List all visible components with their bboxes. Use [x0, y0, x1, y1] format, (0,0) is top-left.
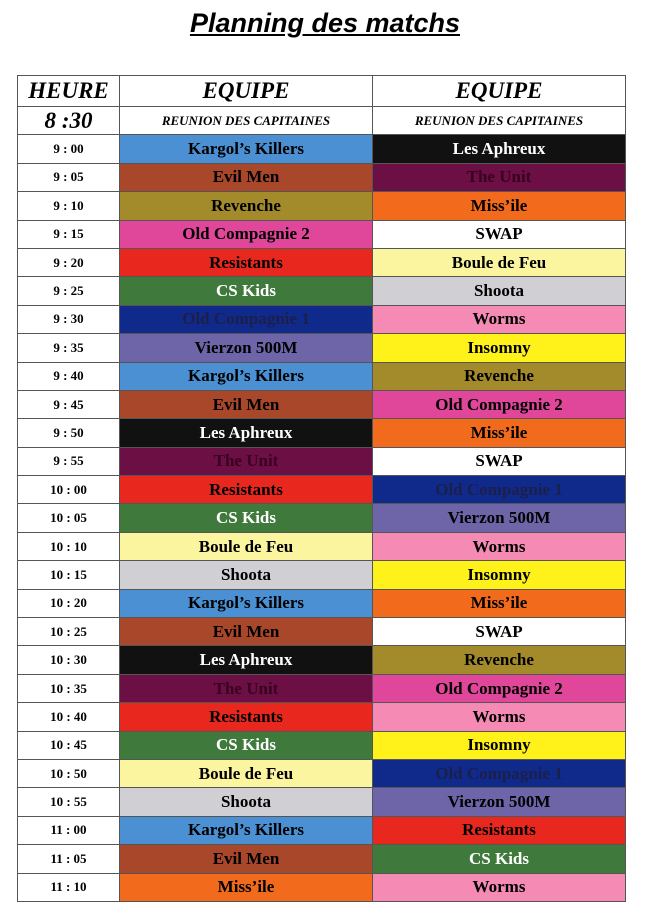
match-time: 10 : 20: [18, 589, 120, 617]
table-row: [18, 618, 626, 646]
match-team1: Shoota: [120, 788, 373, 816]
match-team2: Worms: [373, 305, 626, 333]
match-time: 9 : 10: [18, 192, 120, 220]
table-row: [18, 476, 626, 504]
match-time: 10 : 00: [18, 476, 120, 504]
match-time: 9 : 45: [18, 390, 120, 418]
match-team1: Old Compagnie 1: [120, 305, 373, 333]
match-team1: Resistants: [120, 476, 373, 504]
match-team2: Vierzon 500M: [373, 504, 626, 532]
table-row: [18, 703, 626, 731]
match-team2: Miss’ile: [373, 589, 626, 617]
table-row: [18, 277, 626, 305]
header-team1: EQUIPE: [120, 76, 373, 107]
match-time: 9 : 05: [18, 163, 120, 191]
match-team2: Old Compagnie 2: [373, 674, 626, 702]
captains-team1: REUNION DES CAPITAINES: [120, 107, 373, 135]
match-team2: Worms: [373, 532, 626, 560]
match-team2: Old Compagnie 1: [373, 759, 626, 787]
match-team2: Les Aphreux: [373, 135, 626, 163]
match-team1: Evil Men: [120, 845, 373, 873]
table-row: [18, 788, 626, 816]
match-team2: Boule de Feu: [373, 248, 626, 276]
captains-time: 8 :30: [18, 107, 120, 135]
table-row: [18, 532, 626, 560]
match-team1: Evil Men: [120, 390, 373, 418]
match-team2: Resistants: [373, 816, 626, 844]
match-time: 11 : 05: [18, 845, 120, 873]
table-row: [18, 561, 626, 589]
match-time: 9 : 55: [18, 447, 120, 475]
match-team1: Les Aphreux: [120, 646, 373, 674]
match-time: 11 : 10: [18, 873, 120, 901]
match-team1: Shoota: [120, 561, 373, 589]
match-team1: CS Kids: [120, 504, 373, 532]
table-row: [18, 504, 626, 532]
match-team2: Shoota: [373, 277, 626, 305]
table-row: [18, 447, 626, 475]
match-team1: Miss’ile: [120, 873, 373, 901]
table-row: [18, 731, 626, 759]
match-team2: Old Compagnie 2: [373, 390, 626, 418]
table-row: [18, 192, 626, 220]
match-team1: The Unit: [120, 447, 373, 475]
match-team2: Insomny: [373, 334, 626, 362]
table-row: [18, 419, 626, 447]
match-team1: Kargol’s Killers: [120, 816, 373, 844]
match-team1: Les Aphreux: [120, 419, 373, 447]
match-team2: CS Kids: [373, 845, 626, 873]
match-team2: The Unit: [373, 163, 626, 191]
match-schedule-table: [17, 75, 626, 902]
match-time: 9 : 20: [18, 248, 120, 276]
match-time: 9 : 50: [18, 419, 120, 447]
match-team1: Kargol’s Killers: [120, 362, 373, 390]
match-team1: CS Kids: [120, 277, 373, 305]
table-row: [18, 589, 626, 617]
match-team1: Vierzon 500M: [120, 334, 373, 362]
table-row: [18, 873, 626, 901]
match-team2: SWAP: [373, 618, 626, 646]
match-time: 10 : 10: [18, 532, 120, 560]
match-time: 9 : 15: [18, 220, 120, 248]
match-team2: SWAP: [373, 220, 626, 248]
table-row: [18, 759, 626, 787]
match-time: 10 : 30: [18, 646, 120, 674]
match-time: 10 : 40: [18, 703, 120, 731]
match-time: 10 : 05: [18, 504, 120, 532]
match-team1: Boule de Feu: [120, 532, 373, 560]
match-team1: The Unit: [120, 674, 373, 702]
table-row: [18, 248, 626, 276]
match-team1: Old Compagnie 2: [120, 220, 373, 248]
match-time: 9 : 00: [18, 135, 120, 163]
match-time: 10 : 45: [18, 731, 120, 759]
header-team2: EQUIPE: [373, 76, 626, 107]
match-time: 10 : 15: [18, 561, 120, 589]
match-team2: Worms: [373, 703, 626, 731]
header-time: HEURE: [18, 76, 120, 107]
match-team1: Boule de Feu: [120, 759, 373, 787]
table-row: [18, 390, 626, 418]
table-row: [18, 362, 626, 390]
match-time: 10 : 35: [18, 674, 120, 702]
table-row: [18, 135, 626, 163]
match-time: 11 : 00: [18, 816, 120, 844]
table-row: [18, 646, 626, 674]
table-row: [18, 334, 626, 362]
match-time: 9 : 40: [18, 362, 120, 390]
table-row: [18, 674, 626, 702]
match-team2: SWAP: [373, 447, 626, 475]
table-row: [18, 305, 626, 333]
match-time: 9 : 35: [18, 334, 120, 362]
match-rows: [18, 135, 626, 902]
match-team1: Evil Men: [120, 163, 373, 191]
match-time: 9 : 30: [18, 305, 120, 333]
match-time: 10 : 25: [18, 618, 120, 646]
match-team2: Vierzon 500M: [373, 788, 626, 816]
match-team1: Kargol’s Killers: [120, 135, 373, 163]
match-team1: Resistants: [120, 703, 373, 731]
match-team2: Revenche: [373, 646, 626, 674]
match-team2: Old Compagnie 1: [373, 476, 626, 504]
header-row: [18, 76, 626, 107]
table-row: [18, 220, 626, 248]
page-title: Planning des matchs: [189, 8, 461, 38]
table-row: [18, 816, 626, 844]
match-team2: Insomny: [373, 731, 626, 759]
match-team1: Resistants: [120, 248, 373, 276]
captains-row: [18, 107, 626, 135]
match-team1: Evil Men: [120, 618, 373, 646]
match-team2: Miss’ile: [373, 192, 626, 220]
match-time: 9 : 25: [18, 277, 120, 305]
match-time: 10 : 55: [18, 788, 120, 816]
match-team2: Insomny: [373, 561, 626, 589]
match-team1: Revenche: [120, 192, 373, 220]
captains-team2: REUNION DES CAPITAINES: [373, 107, 626, 135]
match-team2: Worms: [373, 873, 626, 901]
match-time: 10 : 50: [18, 759, 120, 787]
match-team1: Kargol’s Killers: [120, 589, 373, 617]
table-row: [18, 845, 626, 873]
match-team2: Revenche: [373, 362, 626, 390]
table-row: [18, 163, 626, 191]
match-team1: CS Kids: [120, 731, 373, 759]
match-team2: Miss’ile: [373, 419, 626, 447]
